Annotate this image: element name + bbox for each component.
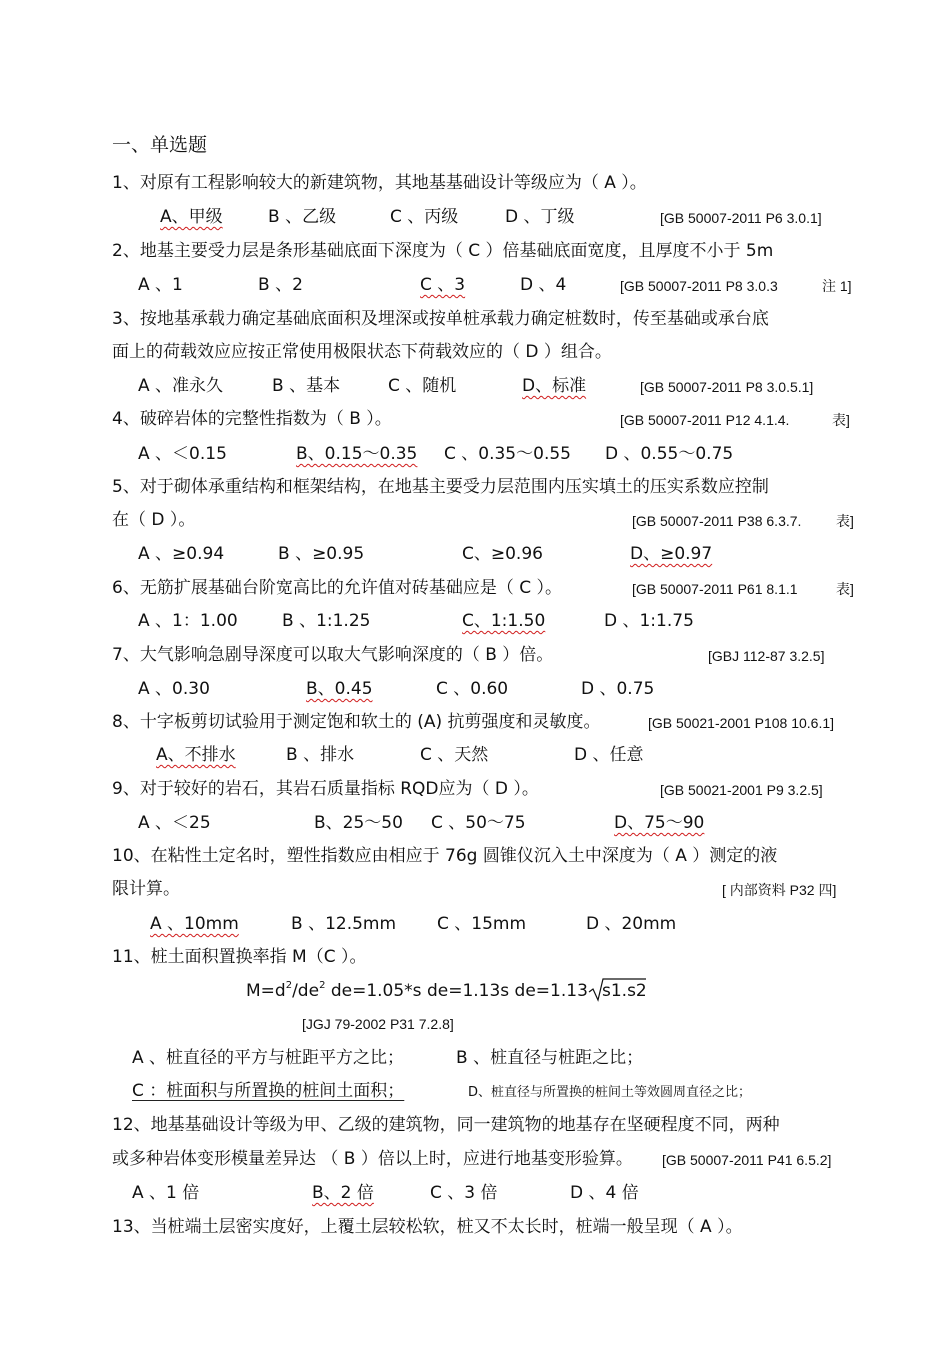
q9-reference: [GB 50021-2001 P9 3.2.5] (660, 782, 823, 798)
q4-reference: [GB 50007-2011 P12 4.1.4. (620, 412, 790, 428)
q12-option-b: B、2 倍 (312, 1183, 374, 1203)
q3-option-c: C 、随机 (388, 376, 457, 396)
q12-reference: [GB 50007-2011 P41 6.5.2] (662, 1152, 832, 1168)
q8-option-c: C 、天然 (420, 745, 489, 765)
q1-option-c: C 、丙级 (390, 207, 459, 227)
q5-option-a: A 、≥0.94 (138, 544, 225, 564)
q2-reference: [GB 50007-2011 P8 3.0.3 (620, 278, 778, 294)
q8-option-b: B 、排水 (286, 745, 355, 765)
q5-option-d: D、≥0.97 (630, 544, 713, 564)
q11-formula (246, 981, 588, 1004)
question-1: 1、对原有工程影响较大的新建筑物，其地基基础设计等级应为（ A ）。 (112, 173, 647, 193)
q7-option-a: A 、0.30 (138, 679, 210, 699)
q2-option-d: D 、4 (520, 275, 567, 295)
q11-formula-part-1: M=d (246, 981, 286, 1001)
q8-option-a: A、不排水 (156, 745, 236, 765)
q12-option-d: D 、4 倍 (570, 1183, 639, 1203)
q7-option-d: D 、0.75 (581, 679, 655, 699)
q11-option-b: B 、桩直径与桩距之比； (456, 1048, 644, 1068)
q3-option-b: B 、基本 (272, 376, 341, 396)
question-11: 11、桩土面积置换率指 M（C ）。 (112, 947, 367, 967)
section-title: 一、单选题 (112, 134, 208, 156)
q11-formula-sqrt-content: s1.s2 (602, 981, 647, 1001)
q10-reference: [ 内部资料 P32 四] (722, 882, 837, 898)
question-5-line-2: 在（ D ）。 (112, 510, 196, 530)
q11-option-a: A 、桩直径的平方与桩距平方之比； (132, 1048, 405, 1068)
q11-option-c: C ：桩面积与所置换的桩间土面积； (132, 1081, 405, 1101)
q2-option-c: C 、3 (420, 275, 466, 295)
q4-reference-note: 表] (832, 412, 850, 428)
q11-formula-part-3: de=1.05*s de=1.13s de=1.13 (325, 981, 588, 1001)
q5-option-b: B 、≥0.95 (278, 544, 365, 564)
q7-reference: [GBJ 112-87 3.2.5] (708, 648, 825, 664)
q11-formula-part-2: /de (292, 981, 320, 1001)
q2-option-a: A 、1 (138, 275, 183, 295)
q6-option-b: B 、1:1.25 (282, 611, 371, 631)
question-12-line-1: 12、地基基础设计等级为甲、乙级的建筑物，同一建筑物的地基存在坚硬程度不同，两种 (112, 1115, 780, 1135)
q4-option-a: A 、＜0.15 (138, 444, 227, 464)
q1-option-d: D 、丁级 (505, 207, 575, 227)
question-10-line-2: 限计算。 (112, 879, 180, 899)
question-2: 2、地基主要受力层是条形基础底面下深度为（ C ）倍基础底面宽度，且厚度不小于 5m (112, 241, 774, 261)
q4-option-c: C 、0.35～0.55 (444, 444, 571, 464)
q10-option-b: B 、12.5mm (291, 914, 397, 934)
q7-option-b: B、0.45 (306, 679, 373, 699)
q11-option-d: D、桩直径与所置换的桩间土等效圆周直径之比； (468, 1085, 752, 1100)
q9-option-d: D、75～90 (614, 813, 705, 833)
question-13: 13、当桩端土层密实度好，上覆土层较松软，桩又不太长时，桩端一般呈现（ A ）。 (112, 1217, 743, 1237)
q5-option-c: C、≥0.96 (462, 544, 543, 564)
q3-reference: [GB 50007-2011 P8 3.0.5.1] (640, 379, 814, 395)
q9-option-c: C 、50～75 (431, 813, 526, 833)
q11-formula-sup-1: 2 (285, 980, 293, 991)
q4-option-b: B、0.15～0.35 (296, 444, 418, 464)
q10-option-c: C 、15mm (437, 914, 527, 934)
q9-option-b: B、25～50 (314, 813, 403, 833)
q3-option-a: A 、准永久 (138, 376, 224, 396)
q1-option-a: A、甲级 (160, 207, 223, 227)
q1-reference: [GB 50007-2011 P6 3.0.1] (660, 210, 822, 226)
q6-reference-note: 表] (836, 581, 854, 597)
q4-option-d: D 、0.55～0.75 (605, 444, 734, 464)
q6-option-a: A 、1：1.00 (138, 611, 238, 631)
q2-reference-note: 注 1] (822, 278, 852, 294)
question-8: 8、十字板剪切试验用于测定饱和软土的 (A) 抗剪强度和灵敏度。 (112, 712, 601, 732)
q7-option-c: C 、0.60 (436, 679, 509, 699)
q6-reference: [GB 50007-2011 P61 8.1.1 (632, 581, 798, 597)
q9-option-a: A 、＜25 (138, 813, 211, 833)
q10-option-d: D 、20mm (586, 914, 677, 934)
q12-option-a: A 、1 倍 (132, 1183, 200, 1203)
question-10-line-1: 10、在粘性土定名时，塑性指数应由相应于 76g 圆锥仪沉入土中深度为（ A ）测定的液 (112, 846, 778, 866)
question-4: 4、破碎岩体的完整性指数为（ B ）。 (112, 409, 392, 429)
question-3-line-1: 3、按地基承载力确定基础底面积及埋深或按单桩承载力确定桩数时，传至基础或承台底 (112, 309, 769, 329)
q6-option-c: C、1:1.50 (462, 611, 546, 631)
question-12-line-2: 或多种岩体变形模量差异达 （ B ）倍以上时，应进行地基变形验算。 (112, 1149, 633, 1169)
q11-reference: [JGJ 79-2002 P31 7.2.8] (302, 1016, 454, 1032)
q8-option-d: D 、任意 (574, 745, 644, 765)
q1-option-b: B 、乙级 (268, 207, 337, 227)
question-5-line-1: 5、对于砌体承重结构和框架结构，在地基主要受力层范围内压实填土的压实系数应控制 (112, 477, 769, 497)
question-9: 9、对于较好的岩石，其岩石质量指标 RQD应为（ D ）。 (112, 779, 539, 799)
q10-option-a: A 、10mm (150, 914, 239, 934)
q8-reference: [GB 50021-2001 P108 10.6.1] (648, 715, 835, 731)
q12-option-c: C 、3 倍 (430, 1183, 498, 1203)
q2-option-b: B 、2 (258, 275, 303, 295)
q6-option-d: D 、1:1.75 (604, 611, 694, 631)
q3-option-d: D、标准 (522, 376, 587, 396)
question-3-line-2: 面上的荷载效应应按正常使用极限状态下荷载效应的（ D ）组合。 (112, 342, 612, 362)
q11-formula-sup-2: 2 (319, 980, 326, 991)
question-6: 6、无筋扩展基础台阶宽高比的允许值对砖基础应是（ C ）。 (112, 578, 562, 598)
q5-reference: [GB 50007-2011 P38 6.3.7. (632, 513, 802, 529)
question-7: 7、大气影响急剧导深度可以取大气影响深度的（ B ）倍。 (112, 645, 554, 665)
q5-reference-note: 表] (836, 513, 854, 529)
